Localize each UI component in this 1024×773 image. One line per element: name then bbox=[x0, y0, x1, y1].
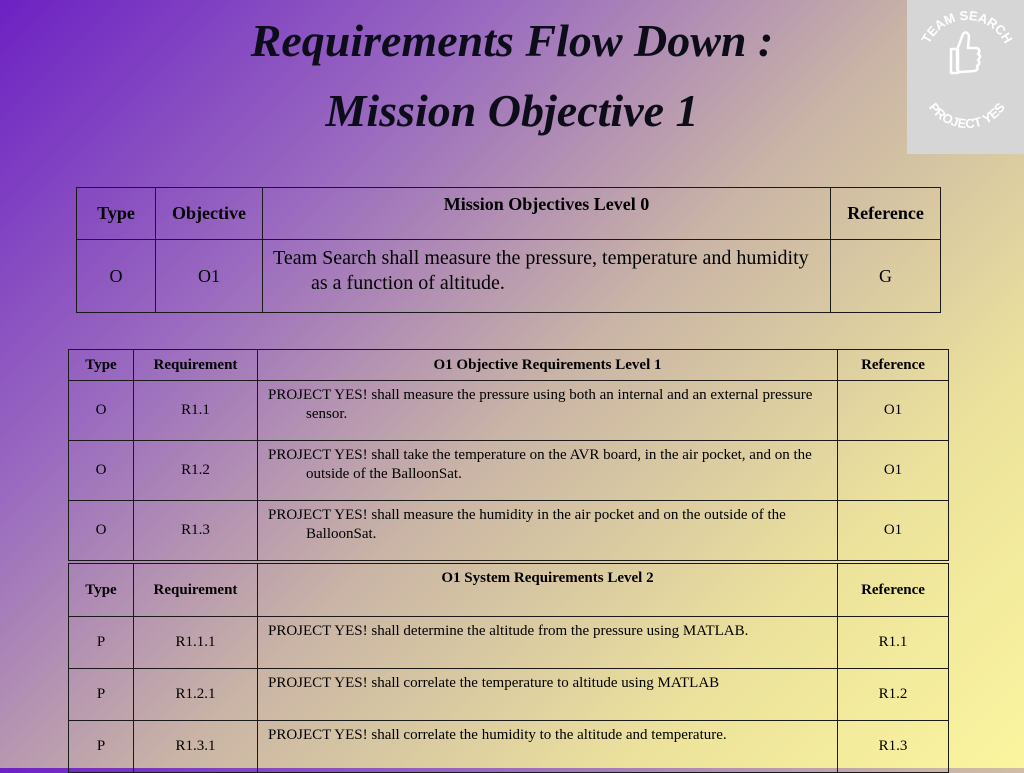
table-row bbox=[69, 441, 949, 501]
cell-description: PROJECT YES! shall correlate the humidity to the altitude and temperature. bbox=[258, 721, 838, 773]
cell-reference: O1 bbox=[838, 441, 949, 501]
cell-reference: R1.1 bbox=[838, 617, 949, 669]
team-search-logo bbox=[907, 0, 1024, 154]
thumbs-up-icon bbox=[951, 32, 980, 73]
cell-reference: O1 bbox=[838, 501, 949, 561]
cell-description: PROJECT YES! shall determine the altitude from the pressure using MATLAB. bbox=[258, 617, 838, 669]
table-row bbox=[69, 501, 949, 561]
col-requirement-header: Requirement bbox=[134, 350, 258, 381]
table-row bbox=[77, 240, 941, 313]
cell-description: PROJECT YES! shall measure the humidity in the air pocket and on the outside of the BalloonSat. bbox=[258, 501, 838, 561]
col-objective-header: Objective bbox=[156, 188, 263, 240]
cell-id: R1.2.1 bbox=[134, 669, 258, 721]
cell-description: PROJECT YES! shall measure the pressure using both an internal and an external pressure sensor. bbox=[258, 381, 838, 441]
cell-description: PROJECT YES! shall correlate the temperature to altitude using MATLAB bbox=[258, 669, 838, 721]
cell-reference: R1.2 bbox=[838, 669, 949, 721]
col-type-header: Type bbox=[69, 564, 134, 617]
cell-type: O bbox=[69, 501, 134, 561]
col-level-title-header: O1 Objective Requirements Level 1 bbox=[258, 350, 838, 381]
logo-top-text: TEAM SEARCH bbox=[918, 7, 1016, 46]
cell-description: PROJECT YES! shall take the temperature on the AVR board, in the air pocket, and on the outside of the BalloonSat. bbox=[258, 441, 838, 501]
col-level-title-header: O1 System Requirements Level 2 bbox=[258, 564, 838, 617]
cell-type: O bbox=[77, 240, 156, 313]
title-line-2: Mission Objective 1 bbox=[325, 85, 699, 136]
mission-objectives-level-0-table bbox=[76, 187, 941, 313]
col-reference-header: Reference bbox=[838, 564, 949, 617]
logo-bottom-text: PROJECT YES bbox=[926, 99, 1008, 132]
cell-type: P bbox=[69, 669, 134, 721]
cell-type: P bbox=[69, 721, 134, 773]
cell-id: R1.1.1 bbox=[134, 617, 258, 669]
objective-requirements-level-1-table bbox=[68, 349, 949, 561]
cell-description: Team Search shall measure the pressure, temperature and humidity as a function of altitude. bbox=[263, 240, 831, 313]
cell-reference: O1 bbox=[838, 381, 949, 441]
cell-type: O bbox=[69, 441, 134, 501]
col-type-header: Type bbox=[69, 350, 134, 381]
cell-type: P bbox=[69, 617, 134, 669]
table-header-row bbox=[77, 188, 941, 240]
col-type-header: Type bbox=[77, 188, 156, 240]
cell-reference: R1.3 bbox=[838, 721, 949, 773]
table-row bbox=[69, 381, 949, 441]
title-line-1: Requirements Flow Down : bbox=[250, 15, 774, 66]
cell-id: R1.1 bbox=[134, 381, 258, 441]
table-row bbox=[69, 721, 949, 773]
cell-id: O1 bbox=[156, 240, 263, 313]
table-header-row bbox=[69, 350, 949, 381]
table-header-row bbox=[69, 564, 949, 617]
cell-id: R1.2 bbox=[134, 441, 258, 501]
cell-id: R1.3 bbox=[134, 501, 258, 561]
table-row bbox=[69, 617, 949, 669]
cell-id: R1.3.1 bbox=[134, 721, 258, 773]
col-reference-header: Reference bbox=[831, 188, 941, 240]
col-requirement-header: Requirement bbox=[134, 564, 258, 617]
col-reference-header: Reference bbox=[838, 350, 949, 381]
col-level-title-header: Mission Objectives Level 0 bbox=[263, 188, 831, 240]
system-requirements-level-2-table bbox=[68, 563, 949, 773]
page-title bbox=[0, 6, 1024, 146]
cell-reference: G bbox=[831, 240, 941, 313]
cell-type: O bbox=[69, 381, 134, 441]
table-row bbox=[69, 669, 949, 721]
